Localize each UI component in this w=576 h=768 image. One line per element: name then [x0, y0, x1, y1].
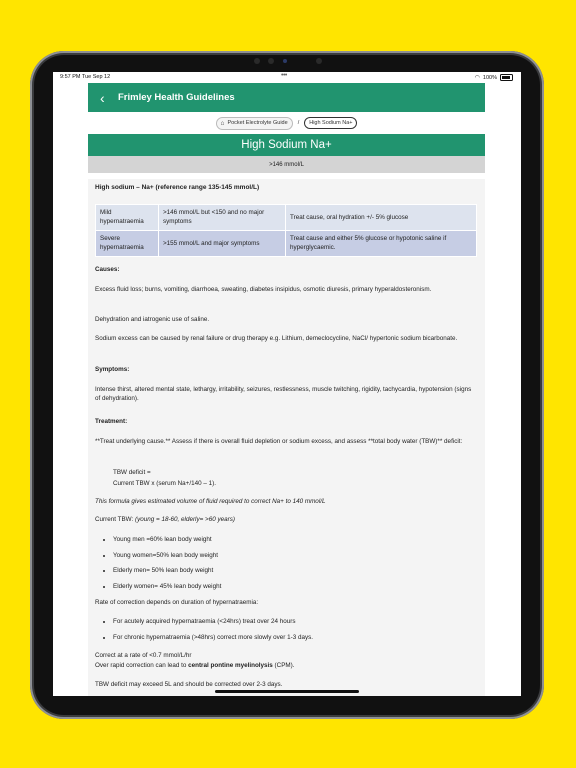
table-row — [96, 205, 477, 231]
tbw-line — [95, 515, 477, 524]
breadcrumb-label: Pocket Electrolyte Guide — [227, 120, 288, 126]
treatment-heading: Treatment: — [95, 418, 128, 425]
cpm-text: (CPM). — [272, 662, 295, 669]
symptoms-heading: Symptoms: — [95, 366, 130, 373]
severity-table — [95, 204, 477, 257]
home-icon: ⌂ — [220, 119, 225, 127]
rate-intro: Rate of correction depends on duration of hypernatraemia: — [95, 599, 259, 606]
list-item: • For acutely acquired hypernatraemia (<24hrs) treat over 24 hours — [113, 617, 473, 633]
causes-heading: Causes: — [95, 266, 120, 273]
breadcrumb-label: High Sodium Na+ — [309, 120, 353, 126]
table-cell: Severe hypernatraemia — [96, 230, 159, 256]
page-subtitle: >146 mmol/L — [88, 156, 485, 173]
app-title: Frimley Health Guidelines — [118, 92, 235, 103]
list-item: • Elderly men= 50% lean body weight — [113, 566, 473, 582]
sensor-icon — [254, 58, 260, 64]
status-bar — [53, 72, 521, 82]
table-cell: >155 mmol/L and major symptoms — [159, 230, 286, 256]
rate-list — [95, 617, 473, 648]
table-cell: Treat cause and either 5% glucose or hypotonic saline if hyperglycaemic. — [286, 230, 477, 256]
breadcrumb-item-guide[interactable] — [216, 117, 293, 130]
table-cell: Treat cause, oral hydration +/- 5% glucose — [286, 205, 477, 231]
cpm-text: Over rapid correction can lead to — [95, 662, 189, 669]
home-indicator[interactable] — [215, 690, 359, 693]
correction-rate: Correct at a rate of <0.7 mmol/L/hr — [95, 652, 192, 659]
battery-percent: 100% — [482, 74, 497, 81]
formula-line: Current TBW x (serum Na+/140 – 1). — [113, 480, 216, 487]
tbw-deficit-note: TBW deficit may exceed 5L and should be corrected over 2-3 days. — [95, 681, 283, 688]
symptoms-text: Intense thirst, altered mental state, lethargy, irritability, seizures, restlessness, muscle twitching, rigidity, tachycardia, hypotension (signs of dehydration). — [95, 386, 472, 403]
causes-text: Sodium excess can be caused by renal failure or drug therapy e.g. Lithium, demeclocycline, NaCl/ hypertonic sodium bicarbonate. — [95, 335, 458, 342]
list-item: • For chronic hypernatraemia (>48hrs) correct more slowly over 1-3 days. — [113, 633, 473, 649]
tbw-list — [95, 535, 473, 597]
sensor-icon — [268, 58, 274, 64]
formula-note: This formula gives estimated volume of fluid required to correct Na+ to 140 mmol/L — [95, 498, 326, 505]
intro-heading: High sodium – Na+ (reference range 135-145 mmol/L) — [95, 184, 260, 191]
cpm-term: central pontine myelinolysis — [188, 662, 273, 669]
causes-text: Dehydration and iatrogenic use of saline. — [95, 316, 210, 323]
app-bar — [88, 83, 485, 112]
page-title: High Sodium Na+ — [88, 134, 485, 156]
tbw-note: (young = 18-60, elderly= >60 years) — [135, 516, 235, 523]
list-item: • Elderly women= 45% lean body weight — [113, 582, 473, 598]
list-item: • Young men =60% lean body weight — [113, 535, 473, 551]
status-time: 9:57 PM Tue Sep 12 — [60, 74, 111, 80]
camera-icon — [283, 59, 287, 63]
treatment-text: **Treat underlying cause.** Assess if there is overall fluid depletion or sodium excess, and assess **total body water (TBW)** deficit: — [95, 438, 463, 445]
battery-icon — [500, 74, 513, 81]
table-row — [96, 230, 477, 256]
tbw-label: Current TBW: — [95, 516, 136, 523]
multitask-dots-icon[interactable]: ••• — [281, 72, 287, 79]
table-cell: Mild hypernatraemia — [96, 205, 159, 231]
breadcrumb-item-current[interactable] — [304, 117, 357, 129]
cpm-warning — [95, 661, 477, 670]
sensor-icon — [316, 58, 322, 64]
breadcrumb-separator: / — [297, 120, 300, 126]
chevron-left-icon[interactable]: ‹ — [100, 89, 105, 106]
breadcrumb — [88, 116, 485, 130]
table-cell: >146 mmol/L but <150 and no major symptoms — [159, 205, 286, 231]
app-screen — [53, 72, 521, 696]
causes-text: Excess fluid loss; burns, vomiting, diarrhoea, sweating, diabetes insipidus, osmotic diuresis, primary hyperaldosteronism. — [95, 286, 432, 293]
formula-line: TBW deficit = — [113, 469, 151, 476]
wifi-icon: ◠ — [474, 75, 480, 81]
guideline-content — [88, 179, 485, 696]
list-item: • Young women=50% lean body weight — [113, 551, 473, 567]
